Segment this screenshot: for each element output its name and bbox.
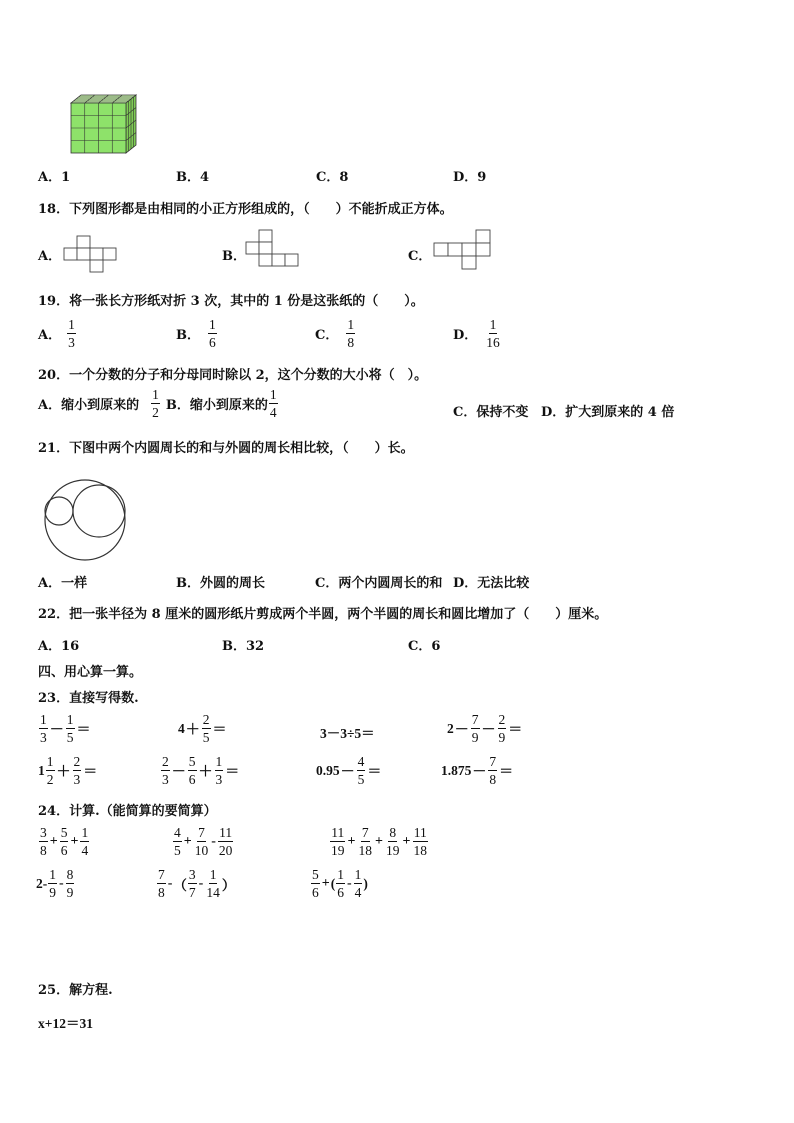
q19-option-a-label: A． — [38, 328, 62, 343]
q24-item-4: 2- $\frac{1}{9}$ - $\frac{8}{9}$ — [36, 867, 74, 900]
q18-net-b — [245, 229, 301, 271]
q19-fraction-d: $\frac{1}{16}$ — [486, 317, 500, 350]
q19-option-c[interactable] — [315, 318, 356, 349]
q24-item-5: $\frac{7}{8}$ - （ $\frac{3}{7}$ - $\frac{1}{14}$ ） — [158, 867, 236, 900]
section-title: 四、用心算一算。 — [38, 665, 143, 680]
q25-stem: 25．解方程. — [38, 983, 113, 998]
q19-option-c-label: C． — [315, 328, 339, 343]
q18-stem: 18．下列图形都是由相同的小正方形组成的，（ ）不能折成正方体。 — [38, 202, 453, 217]
q20-option-c[interactable]: C．保持不变 — [453, 405, 529, 420]
q19-option-d[interactable] — [453, 318, 502, 349]
q17-option-c[interactable]: C．8 — [316, 170, 349, 185]
q23-stem: 23．直接写得数. — [38, 691, 139, 706]
q20-option-a[interactable] — [38, 388, 279, 419]
q23-item-1: $\frac{1}{3}$ － $\frac{1}{5}$ ＝ — [40, 712, 91, 745]
q18-option-c[interactable]: C． — [408, 249, 432, 264]
q18-net-c — [432, 229, 494, 271]
q21-stem: 21．下图中两个内圆周长的和与外圆的周长相比较，（ ）长。 — [38, 441, 414, 456]
q19-option-a[interactable] — [38, 318, 77, 349]
q21-option-d[interactable]: D．无法比较 — [453, 576, 530, 591]
q19-option-d-label: D． — [453, 328, 478, 343]
q23-item-2: 4 ＋ $\frac{2}{5}$ ＝ — [178, 712, 227, 745]
q23-item-8: 1.875 － $\frac{7}{8}$ ＝ — [441, 754, 514, 787]
q22-option-c[interactable]: C．6 — [408, 639, 441, 654]
q21-option-c[interactable]: C．两个内圆周长的和 — [315, 576, 443, 591]
q17-option-b[interactable]: B．4 — [176, 170, 210, 185]
q24-item-2: $\frac{4}{5}$ + $\frac{7}{10}$ - $\frac{11}{20}$ — [174, 825, 233, 858]
q24-item-3: $\frac{11}{19}$ + $\frac{7}{18}$ + $\frac{8}{19}$ + $\frac{11}{18}$ — [331, 825, 427, 858]
q24-item-1: $\frac{3}{8}$ + $\frac{5}{6}$ + $\frac{1}{4}$ — [40, 825, 89, 858]
q22-option-a[interactable]: A．16 — [38, 639, 80, 654]
q20-option-d[interactable]: D．扩大到原来的 4 倍 — [541, 405, 675, 420]
q19-fraction-a: $\frac{1}{3}$ — [68, 317, 75, 350]
q19-option-b-label: B． — [176, 328, 200, 343]
q17-option-d[interactable]: D．9 — [453, 170, 487, 185]
q23-item-4: 2 － $\frac{7}{9}$ － $\frac{2}{9}$ ＝ — [447, 712, 523, 745]
q20-fraction-a: $\frac{1}{2}$ — [152, 387, 159, 420]
circles-figure — [42, 477, 128, 563]
q23-item-6: $\frac{2}{3}$ － $\frac{5}{6}$ ＋ $\frac{1}{3}$ ＝ — [162, 754, 240, 787]
q23-item-7: 0.95 － $\frac{4}{5}$ ＝ — [316, 754, 382, 787]
q19-option-b[interactable] — [176, 318, 218, 349]
q21-option-b[interactable]: B．外圆的周长 — [176, 576, 265, 591]
q18-option-a[interactable]: A． — [38, 249, 62, 264]
q19-fraction-b: $\frac{1}{6}$ — [209, 317, 216, 350]
q22-option-b[interactable]: B．32 — [222, 639, 265, 654]
q18-net-a — [63, 235, 119, 275]
q25-equation-1: x+12＝31 — [38, 1016, 93, 1031]
q23-item-5: 1 $\frac{1}{2}$ ＋ $\frac{2}{3}$ ＝ — [38, 754, 98, 787]
q20-fraction-b: $\frac{1}{4}$ — [269, 387, 277, 420]
q23-item-3: 3－3÷5＝ — [320, 726, 375, 741]
q18-option-b[interactable]: B． — [222, 249, 246, 264]
q24-stem: 24．计算.（能简算的要简算） — [38, 804, 217, 819]
q17-option-a[interactable]: A．1 — [38, 170, 71, 185]
q20-option-b-label[interactable]: B．缩小到原来的 — [165, 398, 268, 413]
q19-stem: 19．将一张长方形纸对折 3 次，其中的 1 份是这张纸的（ ）。 — [38, 294, 424, 309]
q24-item-6: $\frac{5}{6}$ + ( $\frac{1}{6}$ - $\frac{1}{4}$ ) — [312, 867, 368, 900]
q20-option-a-label: A．缩小到原来的 — [38, 398, 140, 413]
q19-fraction-c: $\frac{1}{8}$ — [347, 317, 355, 350]
q21-option-a[interactable]: A．一样 — [38, 576, 88, 591]
cube-figure — [68, 93, 138, 155]
q22-stem: 22．把一张半径为 8 厘米的圆形纸片剪成两个半圆，两个半圆的周长和圆比增加了（ ）厘米。 — [38, 607, 608, 622]
q20-stem: 20．一个分数的分子和分母同时除以 2，这个分数的大小将（ ）。 — [38, 368, 428, 383]
